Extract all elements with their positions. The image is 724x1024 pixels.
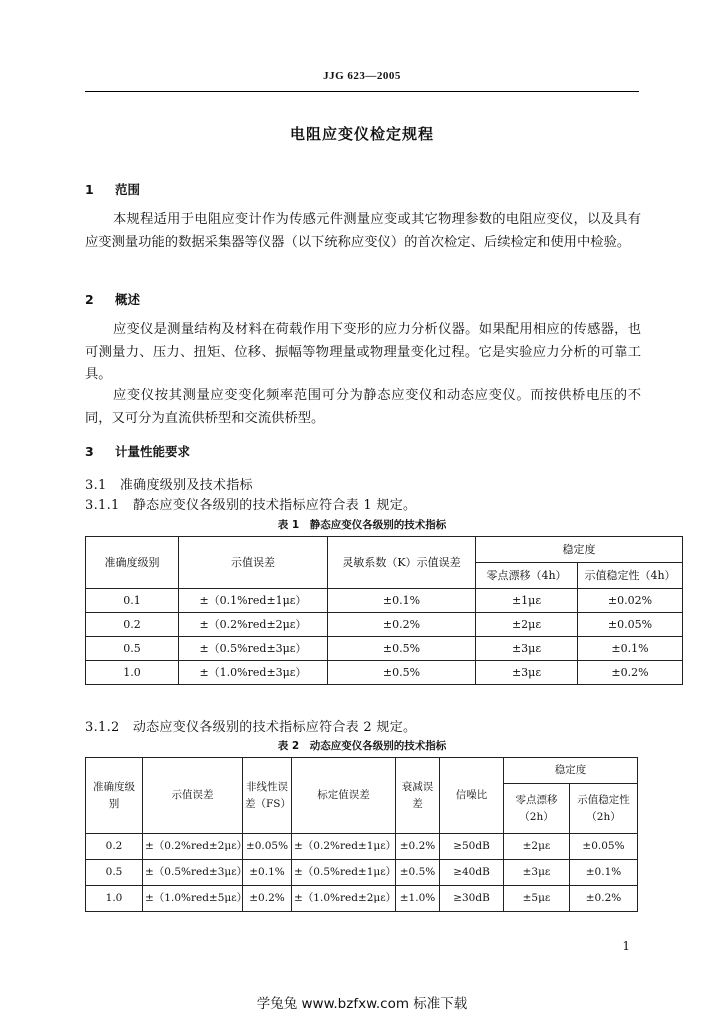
header-sensitivity: 灵敏系数（K）示值误差 [328,537,476,589]
section-number: 2 [85,292,94,307]
cell-attenuation: ±0.5% [396,860,440,886]
cell-sensitivity: ±0.2% [328,613,476,637]
header-nonlinear: 非线性误差（FS） [243,758,292,834]
table-row [86,637,683,661]
section-number: 3 [85,444,94,459]
cell-nonlinear: ±0.05% [243,834,292,860]
cell-grade: 0.2 [86,613,179,637]
cell-grade: 0.5 [86,637,179,661]
cell-error: ±（0.5%red±3με） [143,860,243,886]
subsection-3-1-2: 3.1.2 动态应变仪各级别的技术指标应符合表 2 规定。 [85,720,417,735]
cell-nonlinear: ±0.1% [243,860,292,886]
cell-attenuation: ±0.2% [396,834,440,860]
header-rule [85,91,639,92]
cell-calibration: ±（0.2%red±1με） [292,834,396,860]
cell-calibration: ±（1.0%red±2με） [292,886,396,912]
section-2-heading [85,290,140,308]
cell-calibration: ±（0.5%red±1με） [292,860,396,886]
cell-error: ±（0.2%red±2με） [179,613,328,637]
cell-drift: ±3με [504,860,570,886]
header-value-stability: 示值稳定性（2h） [570,784,638,834]
cell-grade: 0.5 [86,860,143,886]
cell-grade: 1.0 [86,886,143,912]
cell-grade: 1.0 [86,661,179,685]
table-1-caption: 表 1 静态应变仪各级别的技术指标 [277,519,447,531]
cell-error: ±（0.1%red±1με） [179,589,328,613]
cell-stability: ±0.05% [578,613,683,637]
cell-drift: ±2με [476,613,578,637]
cell-sensitivity: ±0.5% [328,661,476,685]
header-error: 示值误差 [179,537,328,589]
table-row [86,860,638,886]
cell-error: ±（0.5%red±3με） [179,637,328,661]
paragraph-overview-1: 应变仪是测量结构及材料在荷载作用下变形的应力分析仪器。如果配用相应的传感器，也可测量力、压力、扭矩、位移、振幅等物理量或物理量变化过程。它是实验应力分析的可靠工具。 [85,322,641,382]
cell-drift: ±3με [476,661,578,685]
cell-stability: ±0.2% [570,886,638,912]
section-3-heading [85,442,190,460]
cell-snr: ≥30dB [440,886,504,912]
table-row [86,613,683,637]
cell-error: ±（0.2%red±2με） [143,834,243,860]
cell-drift: ±1με [476,589,578,613]
table-row [86,886,638,912]
cell-drift: ±2με [504,834,570,860]
header-error: 示值误差 [143,758,243,834]
subsection-3-1: 3.1 准确度级别及技术指标 [85,478,253,493]
header-value-stability: 示值稳定性（4h） [578,563,683,589]
cell-nonlinear: ±0.2% [243,886,292,912]
cell-error: ±（1.0%red±5με） [143,886,243,912]
section-title: 计量性能要求 [115,444,191,459]
paragraph-overview-2: 应变仪按其测量应变变化频率范围可分为静态应变仪和动态应变仪。而按供桥电压的不同，又可分为直流供桥型和交流供桥型。 [85,388,641,426]
cell-stability: ±0.1% [570,860,638,886]
header-grade: 准确度级别 [86,537,179,589]
section-number: 1 [85,182,94,197]
table-row [86,661,683,685]
table-2 [85,757,638,912]
header-stability: 稳定度 [504,758,638,784]
header-snr: 信噪比 [440,758,504,834]
table-row [86,589,683,613]
table-row [86,834,638,860]
cell-sensitivity: ±0.5% [328,637,476,661]
section-1-heading [85,180,140,198]
cell-error: ±（1.0%red±3με） [179,661,328,685]
header-drift: 零点漂移（4h） [476,563,578,589]
cell-sensitivity: ±0.1% [328,589,476,613]
page-number: 1 [622,939,630,953]
table-2-caption: 表 2 动态应变仪各级别的技术指标 [277,740,447,752]
cell-drift: ±5με [504,886,570,912]
page-title: 电阻应变仪检定规程 [289,125,434,143]
header-drift: 零点漂移（2h） [504,784,570,834]
section-title: 概述 [115,292,141,307]
cell-stability: ±0.05% [570,834,638,860]
cell-stability: ±0.02% [578,589,683,613]
cell-grade: 0.2 [86,834,143,860]
paragraph-scope: 本规程适用于电阻应变计作为传感元件测量应变或其它物理参数的电阻应变仪，以及具有应变测量功能的数据采集器等仪器（以下统称应变仪）的首次检定、后续检定和使用中检验。 [85,212,641,250]
cell-attenuation: ±1.0% [396,886,440,912]
cell-snr: ≥50dB [440,834,504,860]
cell-stability: ±0.2% [578,661,683,685]
table-1 [85,536,683,685]
watermark-footer: 学兔兔 www.bzfxw.com 标准下载 [256,996,468,1012]
header-calibration: 标定值误差 [292,758,396,834]
cell-snr: ≥40dB [440,860,504,886]
header-stability: 稳定度 [476,537,683,563]
cell-drift: ±3με [476,637,578,661]
subsection-3-1-1: 3.1.1 静态应变仪各级别的技术指标应符合表 1 规定。 [85,498,417,513]
header-attenuation: 衰减误差 [396,758,440,834]
cell-stability: ±0.1% [578,637,683,661]
section-title: 范围 [115,182,141,197]
cell-grade: 0.1 [86,589,179,613]
header-grade: 准确度级别 [86,758,143,834]
document-code: JJG 623—2005 [323,70,401,82]
